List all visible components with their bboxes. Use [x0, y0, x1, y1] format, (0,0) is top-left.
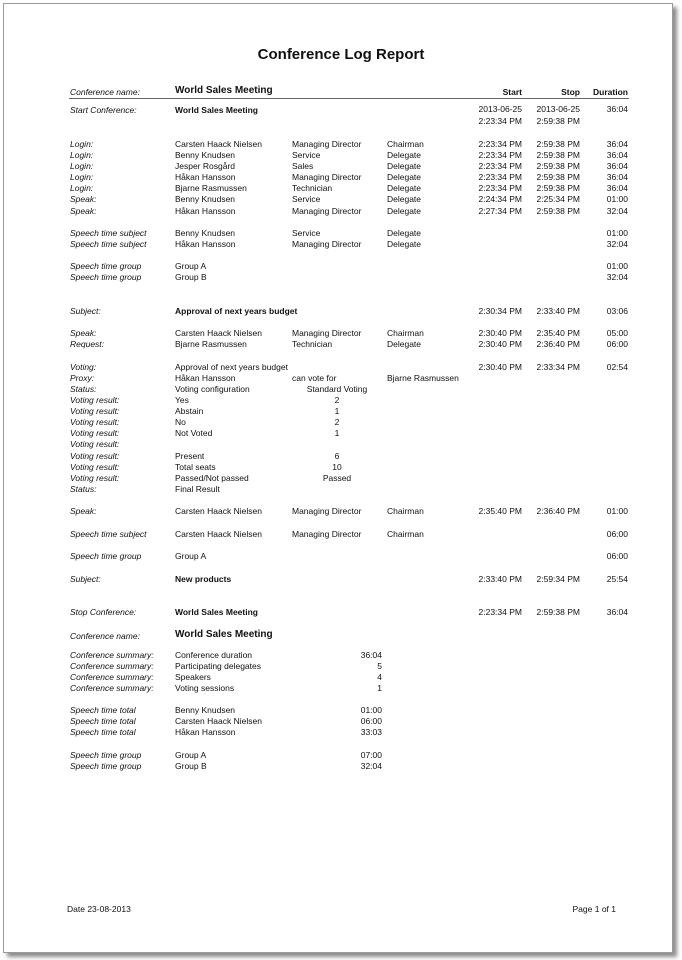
event-start: 2:23:34 PM	[478, 172, 522, 182]
speech-subject-name: Carsten Haack Nielsen	[175, 529, 262, 539]
event-start: 2:23:34 PM	[478, 161, 522, 171]
col-start-header: Start	[502, 87, 522, 97]
speech-total-label: Speech time total	[70, 716, 136, 726]
speech-group-name: Group B	[175, 272, 207, 282]
event-stop: 2:59:38 PM	[536, 139, 580, 149]
event-role: Managing Director	[292, 506, 362, 516]
event-name: Benny Knudsen	[175, 150, 236, 160]
event-function: Delegate	[387, 150, 422, 160]
start-conference-start-time: 2:23:34 PM	[478, 116, 522, 126]
event-start: 2:30:40 PM	[478, 328, 522, 338]
summary-label: Conference summary:	[70, 672, 154, 682]
event-name: Bjarne Rasmussen	[175, 339, 247, 349]
event-function: Chairman	[387, 139, 424, 149]
event-type: Login:	[70, 139, 94, 149]
speech-subject-function: Delegate	[387, 239, 422, 249]
speech-subject-duration: 01:00	[606, 228, 628, 238]
speech-group-duration: 01:00	[606, 261, 628, 271]
speech-subject-function: Chairman	[387, 529, 424, 539]
speech-group-label: Speech time group	[70, 261, 142, 271]
col-stop-header: Stop	[561, 87, 580, 97]
event-name: Benny Knudsen	[175, 194, 236, 204]
speech-total-label: Speech time total	[70, 705, 136, 715]
event-duration: 36:04	[606, 161, 628, 171]
voting-result-name: No	[175, 417, 186, 427]
event-start: 2:30:40 PM	[478, 339, 522, 349]
report-title: Conference Log Report	[257, 46, 425, 63]
event-type: Login:	[70, 172, 94, 182]
voting-result-value: 1	[334, 406, 340, 416]
event-stop: 2:59:38 PM	[536, 150, 580, 160]
start-conference-stop-date: 2013-06-25	[536, 104, 580, 114]
speech-total-name: Benny Knudsen	[175, 705, 236, 715]
event-start: 2:23:34 PM	[478, 150, 522, 160]
voting-stop: 2:33:34 PM	[536, 362, 580, 372]
final-status-name: Final Result	[175, 484, 220, 494]
voting-start: 2:30:40 PM	[478, 362, 522, 372]
speech-group-total-value: 07:00	[360, 750, 382, 760]
event-function: Delegate	[387, 194, 422, 204]
speech-subject-role: Managing Director	[292, 239, 362, 249]
speech-group-duration: 32:04	[606, 272, 628, 282]
header-divider	[69, 98, 629, 99]
event-stop: 2:59:38 PM	[536, 161, 580, 171]
speech-subject-name: Benny Knudsen	[175, 228, 236, 238]
conference-name-label: Conference name:	[70, 87, 140, 97]
event-duration: 36:04	[606, 183, 628, 193]
voting-result-label: Voting result:	[70, 417, 120, 427]
final-status-label: Status:	[70, 484, 97, 494]
speech-group-label: Speech time group	[70, 272, 142, 282]
speech-group-name: Group A	[175, 261, 207, 271]
event-duration: 06:00	[606, 339, 628, 349]
event-name: Jesper Rosgård	[175, 161, 236, 171]
voting-label: Voting:	[70, 362, 97, 372]
voting-result-label: Voting result:	[70, 395, 120, 405]
event-start: 2:23:34 PM	[478, 139, 522, 149]
subject-stop: 2:33:40 PM	[536, 306, 580, 316]
event-stop: 2:59:38 PM	[536, 206, 580, 216]
event-role: Service	[292, 150, 321, 160]
start-conference-start-date: 2013-06-25	[478, 104, 522, 114]
conference-name: World Sales Meeting	[175, 85, 273, 96]
speech-subject-role: Service	[292, 228, 321, 238]
voting-result-name: Total seats	[175, 462, 216, 472]
voting-result-label: Voting result:	[70, 439, 120, 449]
speech-total-value: 33:03	[360, 727, 382, 737]
subject-stop: 2:59:34 PM	[536, 574, 580, 584]
event-stop: 2:35:40 PM	[536, 328, 580, 338]
event-stop: 2:59:38 PM	[536, 183, 580, 193]
event-duration: 05:00	[606, 328, 628, 338]
event-name: Carsten Haack Nielsen	[175, 506, 262, 516]
event-name: Carsten Haack Nielsen	[175, 328, 262, 338]
subject-duration: 03:06	[606, 306, 628, 316]
event-start: 2:35:40 PM	[478, 506, 522, 516]
proxy-mid-text: can vote for	[292, 373, 337, 383]
event-duration: 01:00	[606, 194, 628, 204]
summary-label: Conference summary:	[70, 650, 154, 660]
event-role: Technician	[292, 339, 333, 349]
speech-subject-role: Managing Director	[292, 529, 362, 539]
voting-result-label: Voting result:	[70, 473, 120, 483]
voting-duration: 02:54	[606, 362, 628, 372]
speech-subject-label: Speech time subject	[70, 239, 147, 249]
speech-total-name: Carsten Haack Nielsen	[175, 716, 262, 726]
summary-value: 36:04	[360, 650, 382, 660]
voting-result-value: 2	[334, 417, 340, 427]
voting-name: Approval of next years budget	[175, 362, 288, 372]
voting-result-label: Voting result:	[70, 451, 120, 461]
event-role: Managing Director	[292, 139, 362, 149]
col-duration-header: Duration	[593, 87, 628, 97]
speech-group-total-value: 32:04	[360, 761, 382, 771]
summary-name: Participating delegates	[175, 661, 262, 671]
event-duration: 01:00	[606, 506, 628, 516]
event-function: Delegate	[387, 206, 422, 216]
speech-subject-duration: 32:04	[606, 239, 628, 249]
event-start: 2:27:34 PM	[478, 206, 522, 216]
event-function: Chairman	[387, 506, 424, 516]
event-stop: 2:36:40 PM	[536, 339, 580, 349]
event-role: Service	[292, 194, 321, 204]
footer-date: Date 23-08-2013	[67, 904, 131, 914]
start-conference-stop-time: 2:59:38 PM	[536, 116, 580, 126]
start-conference-label: Start Conference:	[70, 105, 137, 115]
event-start: 2:24:34 PM	[478, 194, 522, 204]
event-type: Login:	[70, 183, 94, 193]
summary-name: Speakers	[175, 672, 211, 682]
event-name: Bjarne Rasmussen	[175, 183, 247, 193]
voting-result-value: Passed	[322, 473, 352, 483]
summary-conference-name: World Sales Meeting	[175, 629, 273, 640]
speech-total-label: Speech time total	[70, 727, 136, 737]
start-conference-duration: 36:04	[606, 104, 628, 114]
event-role: Managing Director	[292, 328, 362, 338]
voting-result-name: Present	[175, 451, 205, 461]
event-type: Login:	[70, 150, 94, 160]
event-function: Chairman	[387, 328, 424, 338]
speech-group-total-name: Group A	[175, 750, 207, 760]
voting-result-name: Yes	[175, 395, 189, 405]
event-duration: 36:04	[606, 172, 628, 182]
speech-total-value: 01:00	[360, 705, 382, 715]
speech-subject-label: Speech time subject	[70, 228, 147, 238]
summary-value: 1	[377, 683, 382, 693]
voting-result-value: 1	[334, 428, 340, 438]
summary-label: Conference summary:	[70, 661, 154, 671]
summary-label: Conference summary:	[70, 683, 154, 693]
event-type: Speak:	[70, 194, 97, 204]
voting-status-name: Voting configuration	[175, 384, 250, 394]
voting-result-name: Not Voted	[175, 428, 213, 438]
summary-value: 5	[377, 661, 382, 671]
proxy-target: Bjarne Rasmussen	[387, 373, 459, 383]
speech-subject-label: Speech time subject	[70, 529, 147, 539]
proxy-name: Håkan Hansson	[175, 373, 236, 383]
voting-result-value: 2	[334, 395, 340, 405]
event-function: Delegate	[387, 172, 422, 182]
event-duration: 36:04	[606, 139, 628, 149]
speech-group-total-label: Speech time group	[70, 750, 142, 760]
subject-label: Subject:	[70, 306, 101, 316]
event-type: Speak:	[70, 506, 97, 516]
voting-result-value: 10	[332, 462, 342, 472]
event-function: Delegate	[387, 183, 422, 193]
stop-conference-start: 2:23:34 PM	[478, 607, 522, 617]
voting-result-label: Voting result:	[70, 428, 120, 438]
summary-conference-label: Conference name:	[70, 631, 140, 641]
speech-total-name: Håkan Hansson	[175, 727, 236, 737]
stop-conference-label: Stop Conference:	[70, 607, 137, 617]
speech-group-total-name: Group B	[175, 761, 207, 771]
voting-result-name: Abstain	[175, 406, 204, 416]
stop-conference-stop: 2:59:38 PM	[536, 607, 580, 617]
speech-group-duration: 06:00	[606, 551, 628, 561]
subject-duration: 25:54	[606, 574, 628, 584]
speech-subject-function: Delegate	[387, 228, 422, 238]
subject-name: Approval of next years budget	[175, 306, 298, 316]
speech-total-value: 06:00	[360, 716, 382, 726]
event-name: Håkan Hansson	[175, 206, 236, 216]
event-type: Login:	[70, 161, 94, 171]
event-function: Delegate	[387, 161, 422, 171]
summary-value: 4	[377, 672, 382, 682]
voting-status-value: Standard Voting	[306, 384, 368, 394]
speech-group-total-label: Speech time group	[70, 761, 142, 771]
speech-group-name: Group A	[175, 551, 207, 561]
speech-subject-name: Håkan Hansson	[175, 239, 236, 249]
voting-result-label: Voting result:	[70, 462, 120, 472]
speech-group-label: Speech time group	[70, 551, 142, 561]
event-name: Carsten Haack Nielsen	[175, 139, 262, 149]
event-stop: 2:25:34 PM	[536, 194, 580, 204]
event-start: 2:23:34 PM	[478, 183, 522, 193]
proxy-label: Proxy:	[70, 373, 95, 383]
summary-name: Conference duration	[175, 650, 253, 660]
event-type: Request:	[70, 339, 105, 349]
footer-page: Page 1 of 1	[572, 904, 616, 914]
voting-result-label: Voting result:	[70, 406, 120, 416]
event-stop: 2:36:40 PM	[536, 506, 580, 516]
event-role: Technician	[292, 183, 333, 193]
start-conference-name: World Sales Meeting	[175, 105, 258, 115]
stop-conference-name: World Sales Meeting	[175, 607, 258, 617]
summary-name: Voting sessions	[175, 683, 235, 693]
event-duration: 32:04	[606, 206, 628, 216]
voting-status-label: Status:	[70, 384, 97, 394]
event-role: Managing Director	[292, 206, 362, 216]
voting-result-value: 6	[334, 451, 340, 461]
event-type: Speak:	[70, 328, 97, 338]
subject-name: New products	[175, 574, 232, 584]
event-stop: 2:59:38 PM	[536, 172, 580, 182]
event-duration: 36:04	[606, 150, 628, 160]
event-name: Håkan Hansson	[175, 172, 236, 182]
event-role: Managing Director	[292, 172, 362, 182]
speech-subject-duration: 06:00	[606, 529, 628, 539]
event-role: Sales	[292, 161, 314, 171]
subject-start: 2:30:34 PM	[478, 306, 522, 316]
voting-result-name: Passed/Not passed	[175, 473, 249, 483]
subject-start: 2:33:40 PM	[478, 574, 522, 584]
event-type: Speak:	[70, 206, 97, 216]
stop-conference-duration: 36:04	[606, 607, 628, 617]
event-function: Delegate	[387, 339, 422, 349]
subject-label: Subject:	[70, 574, 101, 584]
